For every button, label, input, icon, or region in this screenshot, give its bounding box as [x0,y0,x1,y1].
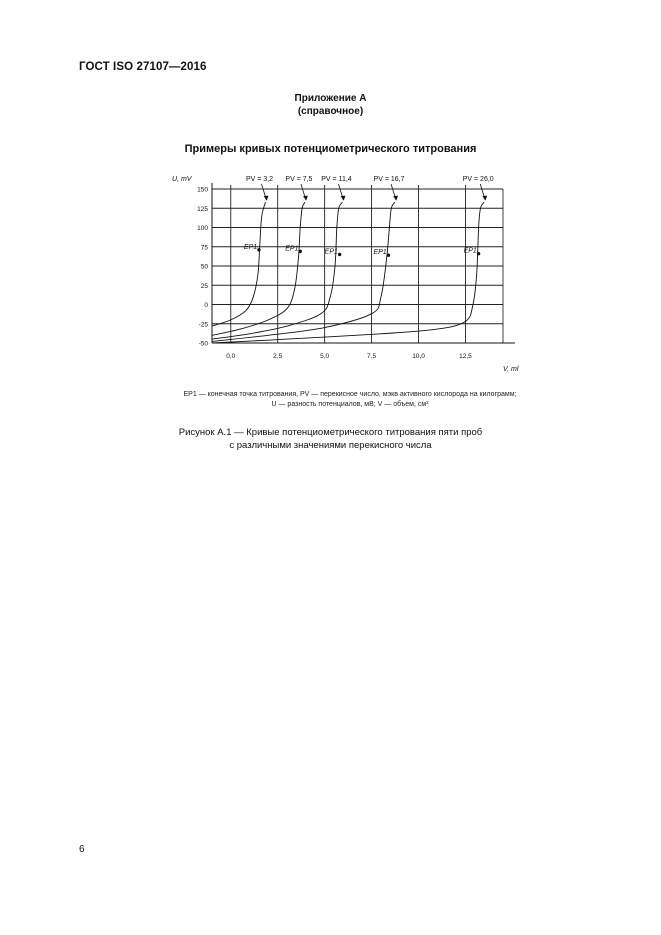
x-tick-label: 10,0 [412,353,425,360]
annex-title: Приложение А [294,93,367,104]
y-tick-label: 25 [200,282,208,290]
endpoint-marker [387,254,390,257]
x-tick-label: 12,5 [459,353,472,360]
caption-line-1: Рисунок А.1 — Кривые потенциометрического титрования пяти проб [178,427,483,438]
x-tick-label: 7,5 [367,353,377,360]
annex-subtitle: (справочное) [297,106,364,117]
figure-title: Примеры кривых потенциометрического титрования [184,143,477,155]
y-tick-label: 150 [197,186,208,194]
caption-line-2: с различными значениями перекисного числа [229,440,432,451]
endpoint-marker [338,253,341,256]
series-label: PV = 7,5 [285,176,313,183]
y-axis-label: U, mV [172,176,192,183]
endpoint-label: EP1 [243,243,258,251]
series-label: PV = 11,4 [321,176,352,183]
y-tick-label: 50 [200,263,208,271]
endpoint-label: EP1 [373,249,387,257]
endpoint-label: EP1 [324,248,338,256]
figure-legend [110,390,590,410]
legend-line-2: U — разность потенциалов, мВ; V — объем, см³ [271,401,429,408]
document-header: ГОСТ ISO 27107—2016 [79,61,207,73]
y-tick-label: 125 [197,205,208,213]
y-tick-label: 75 [200,244,208,252]
x-tick-label: 5,0 [320,353,330,360]
y-tick-label: -50 [198,340,208,348]
y-tick-label: -25 [198,321,208,329]
y-tick-label: 100 [197,225,208,232]
x-tick-label: 2,5 [273,353,283,360]
titration-curve [212,202,343,339]
endpoint-marker [299,250,302,253]
legend-line-1: EP1 — конечная точка титрования, PV — перекисное число, мэкв активного кислорода на килограмм; [183,391,517,398]
page-number: 6 [79,844,85,855]
titration-curve [212,202,395,341]
endpoint-label: EP1 [463,247,477,255]
y-tick-label: 0 [204,302,208,309]
x-axis-label: V, ml [503,366,519,373]
endpoint-marker [477,252,480,255]
endpoint-marker [257,248,260,251]
titration-curve [212,202,266,326]
endpoint-label: EP1 [285,245,299,253]
series-label: PV = 26,0 [462,176,494,183]
series-label: PV = 16,7 [373,176,405,183]
x-tick-label: 0,0 [226,353,236,360]
figure-caption [0,426,661,452]
series-label: PV = 3,2 [245,176,274,183]
